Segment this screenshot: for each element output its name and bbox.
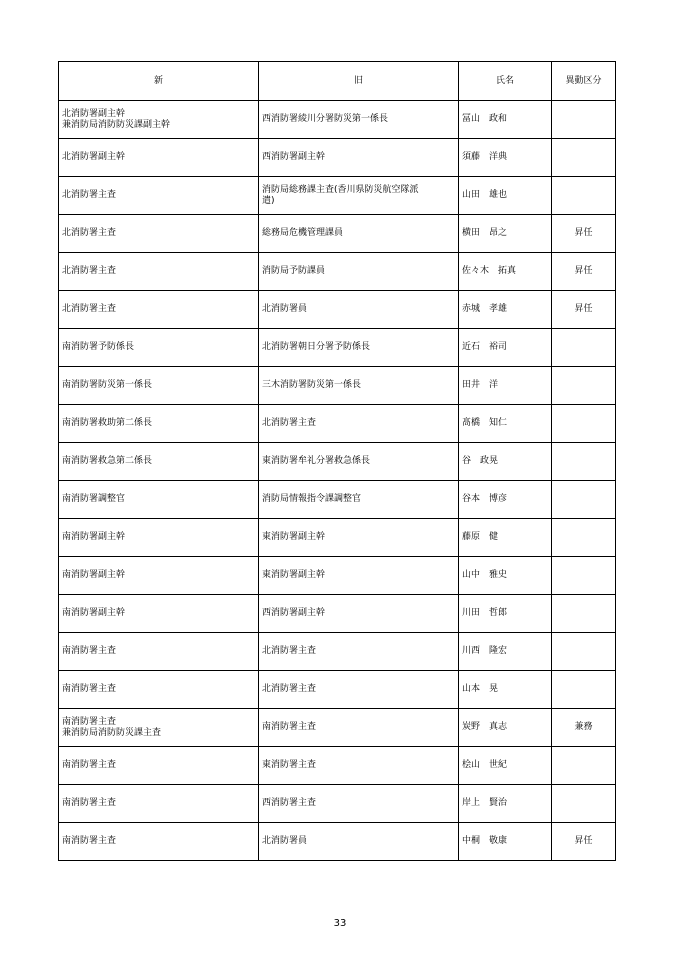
old-position-cell — [259, 405, 459, 443]
old-position-cell-line: 遣) — [262, 195, 275, 206]
table-body — [59, 101, 616, 861]
transfer-type-cell — [552, 633, 616, 671]
name-cell: 川西 隆宏 — [459, 633, 552, 671]
old-position-cell — [259, 329, 459, 367]
old-position-cell-line: 東消防署主査 — [262, 760, 317, 770]
new-position-cell — [59, 557, 259, 595]
transfer-type-cell — [552, 443, 616, 481]
transfer-type-cell — [552, 139, 616, 177]
name-cell: 藤原 健 — [459, 519, 552, 557]
new-position-cell — [59, 139, 259, 177]
name-cell: 須藤 洋典 — [459, 139, 552, 177]
old-position-cell — [259, 557, 459, 595]
old-position-cell — [259, 367, 459, 405]
old-position-cell-line: 北消防署員 — [262, 836, 308, 846]
new-position-cell — [59, 595, 259, 633]
header-name: 氏名 — [459, 62, 552, 101]
transfer-type-cell: 昇任 — [552, 253, 616, 291]
old-position-cell — [259, 633, 459, 671]
old-position-cell-line: 消防局予防課員 — [262, 266, 326, 276]
new-position-cell-line: 南消防署予防係長 — [62, 342, 135, 352]
name-cell: 横田 昂之 — [459, 215, 552, 253]
table-row — [59, 633, 616, 671]
new-position-cell — [59, 671, 259, 709]
table-row — [59, 557, 616, 595]
old-position-cell — [259, 709, 459, 747]
old-position-cell — [259, 481, 459, 519]
new-position-cell — [59, 747, 259, 785]
new-position-cell — [59, 823, 259, 861]
new-position-cell — [59, 443, 259, 481]
name-cell: 田井 洋 — [459, 367, 552, 405]
table-row — [59, 253, 616, 291]
transfer-type-cell — [552, 405, 616, 443]
old-position-cell-line: 北消防署主査 — [262, 646, 317, 656]
new-position-cell — [59, 633, 259, 671]
new-position-cell-line: 北消防署主査 — [62, 228, 117, 238]
table-row — [59, 785, 616, 823]
name-cell: 中桐 敬康 — [459, 823, 552, 861]
old-position-cell — [259, 595, 459, 633]
header-old: 旧 — [259, 62, 459, 101]
old-position-cell — [259, 443, 459, 481]
old-position-cell — [259, 747, 459, 785]
new-position-cell-line: 南消防署主査 — [62, 646, 117, 656]
new-position-cell — [59, 709, 259, 747]
old-position-cell-line: 西消防署副主幹 — [262, 152, 326, 162]
old-position-cell — [259, 671, 459, 709]
new-position-cell-line: 南消防署副主幹 — [62, 608, 126, 618]
table-row — [59, 709, 616, 747]
old-position-cell-line: 北消防署主査 — [262, 684, 317, 694]
new-position-cell — [59, 101, 259, 139]
new-position-cell-line: 北消防署副主幹 — [62, 108, 126, 119]
personnel-table — [58, 61, 616, 861]
name-cell: 山田 雄也 — [459, 177, 552, 215]
new-position-cell-line: 南消防署主査 — [62, 716, 117, 727]
new-position-cell-line: 南消防署主査 — [62, 836, 117, 846]
table-row — [59, 481, 616, 519]
table-row — [59, 823, 616, 861]
old-position-cell-line: 北消防署主査 — [262, 418, 317, 428]
old-position-cell-line: 西消防署副主幹 — [262, 608, 326, 618]
header-transfer-type: 異動区分 — [552, 62, 616, 101]
header-new: 新 — [59, 62, 259, 101]
name-cell: 谷本 博彦 — [459, 481, 552, 519]
new-position-cell — [59, 291, 259, 329]
old-position-cell — [259, 215, 459, 253]
name-cell: 近石 裕司 — [459, 329, 552, 367]
new-position-cell-line: 南消防署主査 — [62, 798, 117, 808]
old-position-cell-line: 西消防署綾川分署防災第一係長 — [262, 114, 389, 124]
new-position-cell-line: 兼消防局消防防災課副主幹 — [62, 119, 171, 130]
old-position-cell-line: 東消防署副主幹 — [262, 532, 326, 542]
old-position-cell-line: 東消防署副主幹 — [262, 570, 326, 580]
new-position-cell-line: 南消防署救急第二係長 — [62, 456, 153, 466]
new-position-cell-line: 北消防署主査 — [62, 304, 117, 314]
old-position-cell — [259, 519, 459, 557]
new-position-cell-line: 南消防署防災第一係長 — [62, 380, 153, 390]
new-position-cell-line: 南消防署主査 — [62, 760, 117, 770]
transfer-type-cell — [552, 367, 616, 405]
new-position-cell — [59, 177, 259, 215]
name-cell: 川田 哲郎 — [459, 595, 552, 633]
name-cell: 赤城 孝雄 — [459, 291, 552, 329]
new-position-cell — [59, 253, 259, 291]
table-row — [59, 215, 616, 253]
old-position-cell — [259, 785, 459, 823]
old-position-cell-line: 北消防署員 — [262, 304, 308, 314]
old-position-cell — [259, 291, 459, 329]
old-position-cell-line: 消防局総務課主査(香川県防災航空隊派 — [262, 184, 419, 195]
new-position-cell-line: 北消防署副主幹 — [62, 152, 126, 162]
transfer-type-cell — [552, 519, 616, 557]
new-position-cell-line: 北消防署主査 — [62, 266, 117, 276]
table-header — [59, 62, 616, 101]
table-row — [59, 595, 616, 633]
table-row — [59, 747, 616, 785]
table-row — [59, 405, 616, 443]
transfer-type-cell: 昇任 — [552, 823, 616, 861]
transfer-type-cell — [552, 747, 616, 785]
old-position-cell — [259, 101, 459, 139]
new-position-cell-line: 南消防署副主幹 — [62, 570, 126, 580]
old-position-cell-line: 北消防署朝日分署予防係長 — [262, 342, 371, 352]
new-position-cell-line: 兼消防局消防防災課主査 — [62, 727, 162, 738]
new-position-cell — [59, 329, 259, 367]
table-row — [59, 101, 616, 139]
old-position-cell-line: 消防局情報指令課調整官 — [262, 494, 362, 504]
transfer-type-cell — [552, 557, 616, 595]
old-position-cell — [259, 177, 459, 215]
name-cell: 髙橋 知仁 — [459, 405, 552, 443]
new-position-cell-line: 南消防署主査 — [62, 684, 117, 694]
transfer-type-cell — [552, 785, 616, 823]
table-row — [59, 291, 616, 329]
old-position-cell-line: 南消防署主査 — [262, 722, 317, 732]
table-row — [59, 671, 616, 709]
table-row — [59, 519, 616, 557]
new-position-cell — [59, 215, 259, 253]
new-position-cell — [59, 481, 259, 519]
transfer-type-cell — [552, 177, 616, 215]
name-cell: 炭野 真志 — [459, 709, 552, 747]
new-position-cell-line: 南消防署調整官 — [62, 494, 126, 504]
old-position-cell-line: 三木消防署防災第一係長 — [262, 380, 362, 390]
transfer-type-cell — [552, 595, 616, 633]
name-cell: 桧山 世紀 — [459, 747, 552, 785]
transfer-type-cell — [552, 329, 616, 367]
name-cell: 谷 政晃 — [459, 443, 552, 481]
old-position-cell-line: 総務局危機管理課員 — [262, 228, 344, 238]
new-position-cell-line: 南消防署副主幹 — [62, 532, 126, 542]
name-cell: 山本 晃 — [459, 671, 552, 709]
old-position-cell-line: 西消防署主査 — [262, 798, 317, 808]
new-position-cell-line: 南消防署救助第二係長 — [62, 418, 153, 428]
table-row — [59, 177, 616, 215]
header-row — [59, 62, 616, 101]
name-cell: 佐々木 拓真 — [459, 253, 552, 291]
new-position-cell-line: 北消防署主査 — [62, 190, 117, 200]
name-cell: 山中 雅史 — [459, 557, 552, 595]
old-position-cell — [259, 253, 459, 291]
name-cell: 冨山 政和 — [459, 101, 552, 139]
transfer-type-cell — [552, 481, 616, 519]
transfer-type-cell: 兼務 — [552, 709, 616, 747]
page-number: 33 — [333, 918, 347, 929]
new-position-cell — [59, 405, 259, 443]
old-position-cell-line: 東消防署牟礼分署救急係長 — [262, 456, 371, 466]
table-row — [59, 443, 616, 481]
table-row — [59, 139, 616, 177]
old-position-cell — [259, 139, 459, 177]
old-position-cell — [259, 823, 459, 861]
transfer-type-cell: 昇任 — [552, 215, 616, 253]
transfer-type-cell — [552, 671, 616, 709]
table-row — [59, 329, 616, 367]
transfer-type-cell — [552, 101, 616, 139]
name-cell: 岸上 賢治 — [459, 785, 552, 823]
new-position-cell — [59, 367, 259, 405]
new-position-cell — [59, 519, 259, 557]
new-position-cell — [59, 785, 259, 823]
transfer-type-cell: 昇任 — [552, 291, 616, 329]
table-row — [59, 367, 616, 405]
